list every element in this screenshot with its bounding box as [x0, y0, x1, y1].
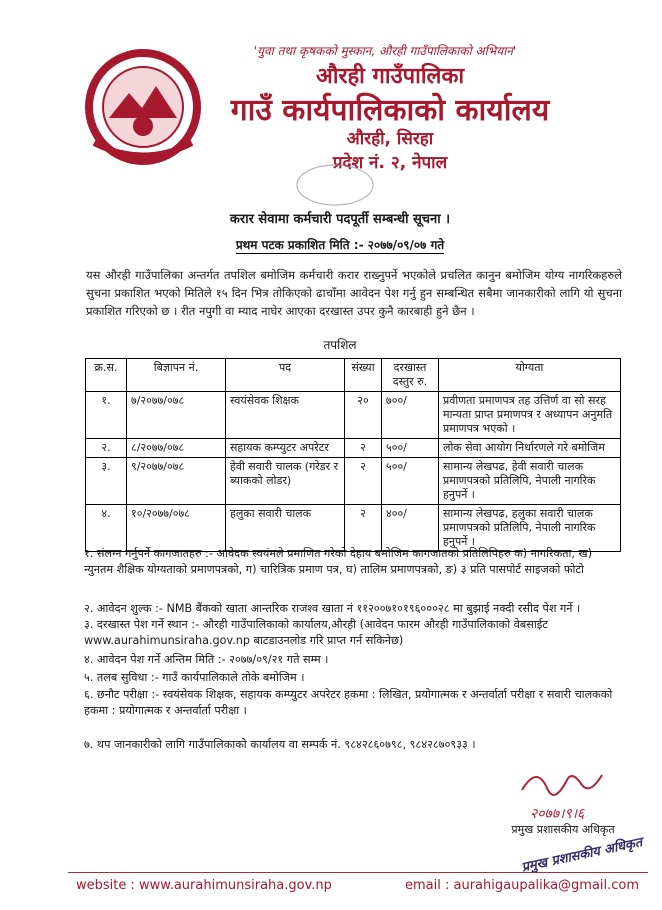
footer-email: email : aurahigaupalika@gmail.com	[405, 878, 640, 893]
cell-serial: ३.	[86, 458, 127, 505]
cell-serial: १.	[86, 392, 127, 439]
cell-post: हलुका सवारी चालक	[226, 505, 345, 552]
officer-stamp: प्रमुख प्रशासकीय अधिकृत	[520, 835, 644, 876]
header-qualification: योग्यता	[439, 359, 621, 392]
note-salary: ५. तलब सुविधा :- गाउँ कार्यपालिकाले तोके बमोजिम ।	[84, 671, 305, 684]
handwritten-signature	[512, 760, 632, 830]
cell-advertisement-no: १०/२०७७/०७८	[127, 505, 226, 552]
header-serial: क्र.स.	[86, 359, 127, 392]
header-post: पद	[226, 359, 345, 392]
note-selection-exam: ६. छनौट परीक्षा :- स्वयंसेवक शिक्षक, सहायक कम्प्युटर अपरेटर हकमा : लिखित, प्रयोगात्मक र अन्तर्वार्ता परीक्षा र सवारी चालकको हकमा : प्रयोगात्मक र अन्तर्वार्ता परीक्षा ।	[84, 688, 613, 717]
signature-date: २०७७।९।६	[530, 806, 585, 822]
cell-count: २	[345, 439, 382, 458]
province-line: प्रदेश नं. २, नेपाल	[332, 153, 448, 173]
note-application-fee: २. आवेदन शुल्क :- NMB बैंकको खाता आन्तरिक राजश्व खाता नं ११२००७१०१९६०००२८ मा बुझाई नक्दी रसीद पेश गर्ने ।	[84, 602, 581, 615]
table-row	[86, 505, 621, 552]
table-row	[86, 439, 621, 458]
note-deadline: ४. आवेदन पेश गर्ने अन्तिम मिति :- २०७७/०९/२१ गते सम्म ।	[84, 653, 329, 666]
notice-title: करार सेवामा कर्मचारी पदपूर्ती सम्बन्धी सूचना ।	[229, 212, 451, 227]
cell-qualification: सामान्य लेखपढ, हेवी सवारी चालक प्रमाणपत्रको प्रतिलिपि, नेपाली नागरिक हनुपर्ने ।	[439, 458, 621, 505]
intro-paragraph: यस औरही गाउँपालिका अन्तर्गत तपशिल बमोजिम कर्मचारी करार राख्नुपर्ने भएकोले प्रचलित कानुन बमोजिम योग्य नागरिकहरुले सुचना प्रकाशित भएको मितिले १५ दिन भित्र तोकिएको ढाचाँमा आवेदन पेश गर्नु हुन सम्बन्धित सबैमा जानकारीको लागि यो सुचना प्रकाशित गरिएको छ । रीत नपुगी वा म्याद नाघेर आएका दरखास्त उपर कुनै कारबाही हुने छैन ।	[86, 268, 622, 318]
cell-fee: ७००/	[382, 392, 439, 439]
table-header-row	[86, 359, 621, 392]
cell-advertisement-no: ७/२०७७/०७८	[127, 392, 226, 439]
cell-qualification: लोक सेवा आयोग निर्धारणले गरे बमोजिम	[439, 439, 621, 458]
cell-fee: ५००/	[382, 458, 439, 505]
table-row	[86, 458, 621, 505]
cell-serial: २.	[86, 439, 127, 458]
officer-label: प्रमुख प्रशासकीय अधिकृत	[511, 823, 615, 836]
office-address: औरही, सिरहा	[346, 129, 434, 149]
cell-count: २	[345, 458, 382, 505]
cell-advertisement-no: ९/२०७७/०७८	[127, 458, 226, 505]
cell-qualification: सामान्य लेखपढ, हलुका सवारी चालक प्रमाणपत्रको प्रतिलिपि, नेपाली नागरिक हनुपर्ने ।	[439, 505, 621, 552]
cell-count: २	[345, 505, 382, 552]
cell-serial: ४.	[86, 505, 127, 552]
footer-divider	[68, 872, 648, 873]
vacancy-table	[85, 358, 621, 552]
cell-post: हेवी सवारी चालक (गरेडर र ब्याकको लोडर)	[226, 458, 345, 505]
office-title: गाउँ कार्यपालिकाको कार्यालय	[230, 93, 550, 128]
slogan: 'युवा तथा कृषकको मुस्कान, औरही गाउँपालिकाको अभियान'	[253, 44, 517, 58]
office-seal-stamp	[290, 160, 380, 210]
footer-website: website : www.aurahimunsiraha.gov.np	[76, 878, 332, 893]
schedule-heading: तपशिल	[323, 338, 357, 352]
note-contact: ७. थप जानकारीको लागि गाउँपालिकाको कार्यालय वा सम्पर्क नं. ९८४२८६०७९८, ९८४२८७०९३३ ।	[84, 738, 476, 751]
header-advertisement-no: बिज्ञापन नं.	[127, 359, 226, 392]
cell-count: २०	[345, 392, 382, 439]
table-row	[86, 392, 621, 439]
cell-fee: ५००/	[382, 439, 439, 458]
note-submission-place: ३. दरखास्त पेश गर्ने स्थान :- औरही गाउँपालिकाको कार्यालय,औरही (आवेदन फारम औरही गाउँपालिकाको वेबसाईट www.aurahimunsiraha.gov.np बाटडाउनलोड गरि प्राप्त गर्न सकिनेछ)	[84, 618, 548, 647]
first-publication-text: प्रथम पटक प्रकाशित मिति :- २०७७/०९/०७ गते	[235, 238, 445, 252]
header-fee: दरखास्त दस्तुर रु.	[382, 359, 439, 392]
first-publication-date	[60, 236, 620, 253]
cell-fee: ४००/	[382, 505, 439, 552]
header-count: संख्या	[345, 359, 382, 392]
cell-post: सहायक कम्प्युटर अपरेटर	[226, 439, 345, 458]
cell-qualification: प्रवीणता प्रमाणपत्र तह उत्तिर्ण वा सो सरह मान्यता प्राप्त प्रमाणपत्र र अध्यापन अनुमति प्रमाणपत्र भएको ।	[439, 392, 621, 439]
cell-post: स्वयंसेवक शिक्षक	[226, 392, 345, 439]
office-name: औरही गाउँपालिका	[315, 64, 465, 89]
note-documents: १. संलग्न गर्नुपर्ने कागजातहरु :- आवेदक स्वयंमले प्रमाणित गरेको देहाय बमोजिम कागजातको प्रतिलिपिहरु क) नागरिकता, ख) न्युनतम शैक्षिक योग्यताको प्रमाणपत्रको, ग) चारित्रिक प्रमाण पत्र, घ) तालिम प्रमाणपत्रको, ङ) ३ प्रति पासपोर्ट साइजको फोटो	[84, 547, 593, 576]
cell-advertisement-no: ८/२०७७/०७८	[127, 439, 226, 458]
